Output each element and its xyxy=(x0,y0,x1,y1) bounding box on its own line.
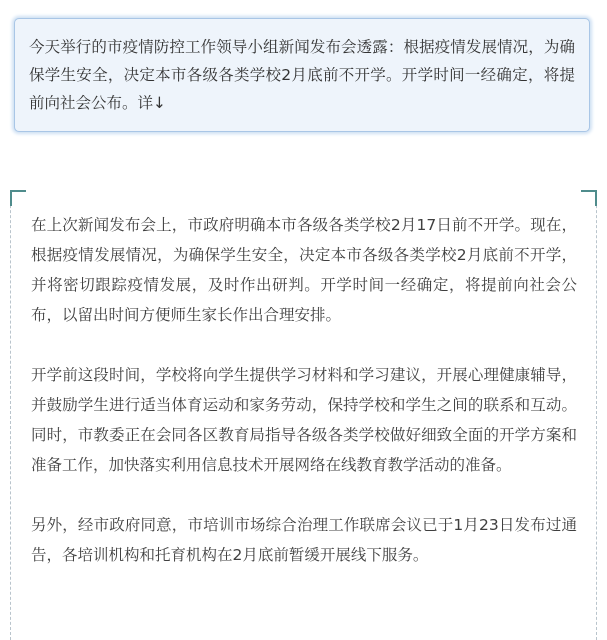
article-paragraph-1: 在上次新闻发布会上，市政府明确本市各级各类学校2月17日前不开学。现在，根据疫情发展情况，为确保学生安全，决定本市各级各类学校2月底前不开学，并将密切跟踪疫情发展，及时作出研判。开学时间一经确定，将提前向社会公布，以留出时间方便师生家长作出合理安排。 xyxy=(31,216,577,324)
summary-box xyxy=(14,18,590,132)
summary-text: 今天举行的市疫情防控工作领导小组新闻发布会透露：根据疫情发展情况，为确保学生安全，决定本市各级各类学校2月底前不开学。开学时间一经确定，将提前向社会公布。详↓ xyxy=(29,38,575,112)
article-body xyxy=(31,210,577,600)
article-paragraph-3: 另外，经市政府同意，市培训市场综合治理工作联席会议已于1月23日发布过通告，各培训机构和托育机构在2月底前暂缓开展线下服务。 xyxy=(31,516,577,564)
frame-corner-top-left xyxy=(10,190,26,206)
frame-corner-top-right xyxy=(581,190,597,206)
article-paragraph-2: 开学前这段时间，学校将向学生提供学习材料和学习建议，开展心理健康辅导，并鼓励学生进行适当体育运动和家务劳动，保持学校和学生之间的联系和互动。同时，市教委正在会同各区教育局指导各级各类学校做好细致全面的开学方案和准备工作，加快落实利用信息技术开展网络在线教育教学活动的准备。 xyxy=(31,366,577,474)
article-frame xyxy=(10,190,597,640)
